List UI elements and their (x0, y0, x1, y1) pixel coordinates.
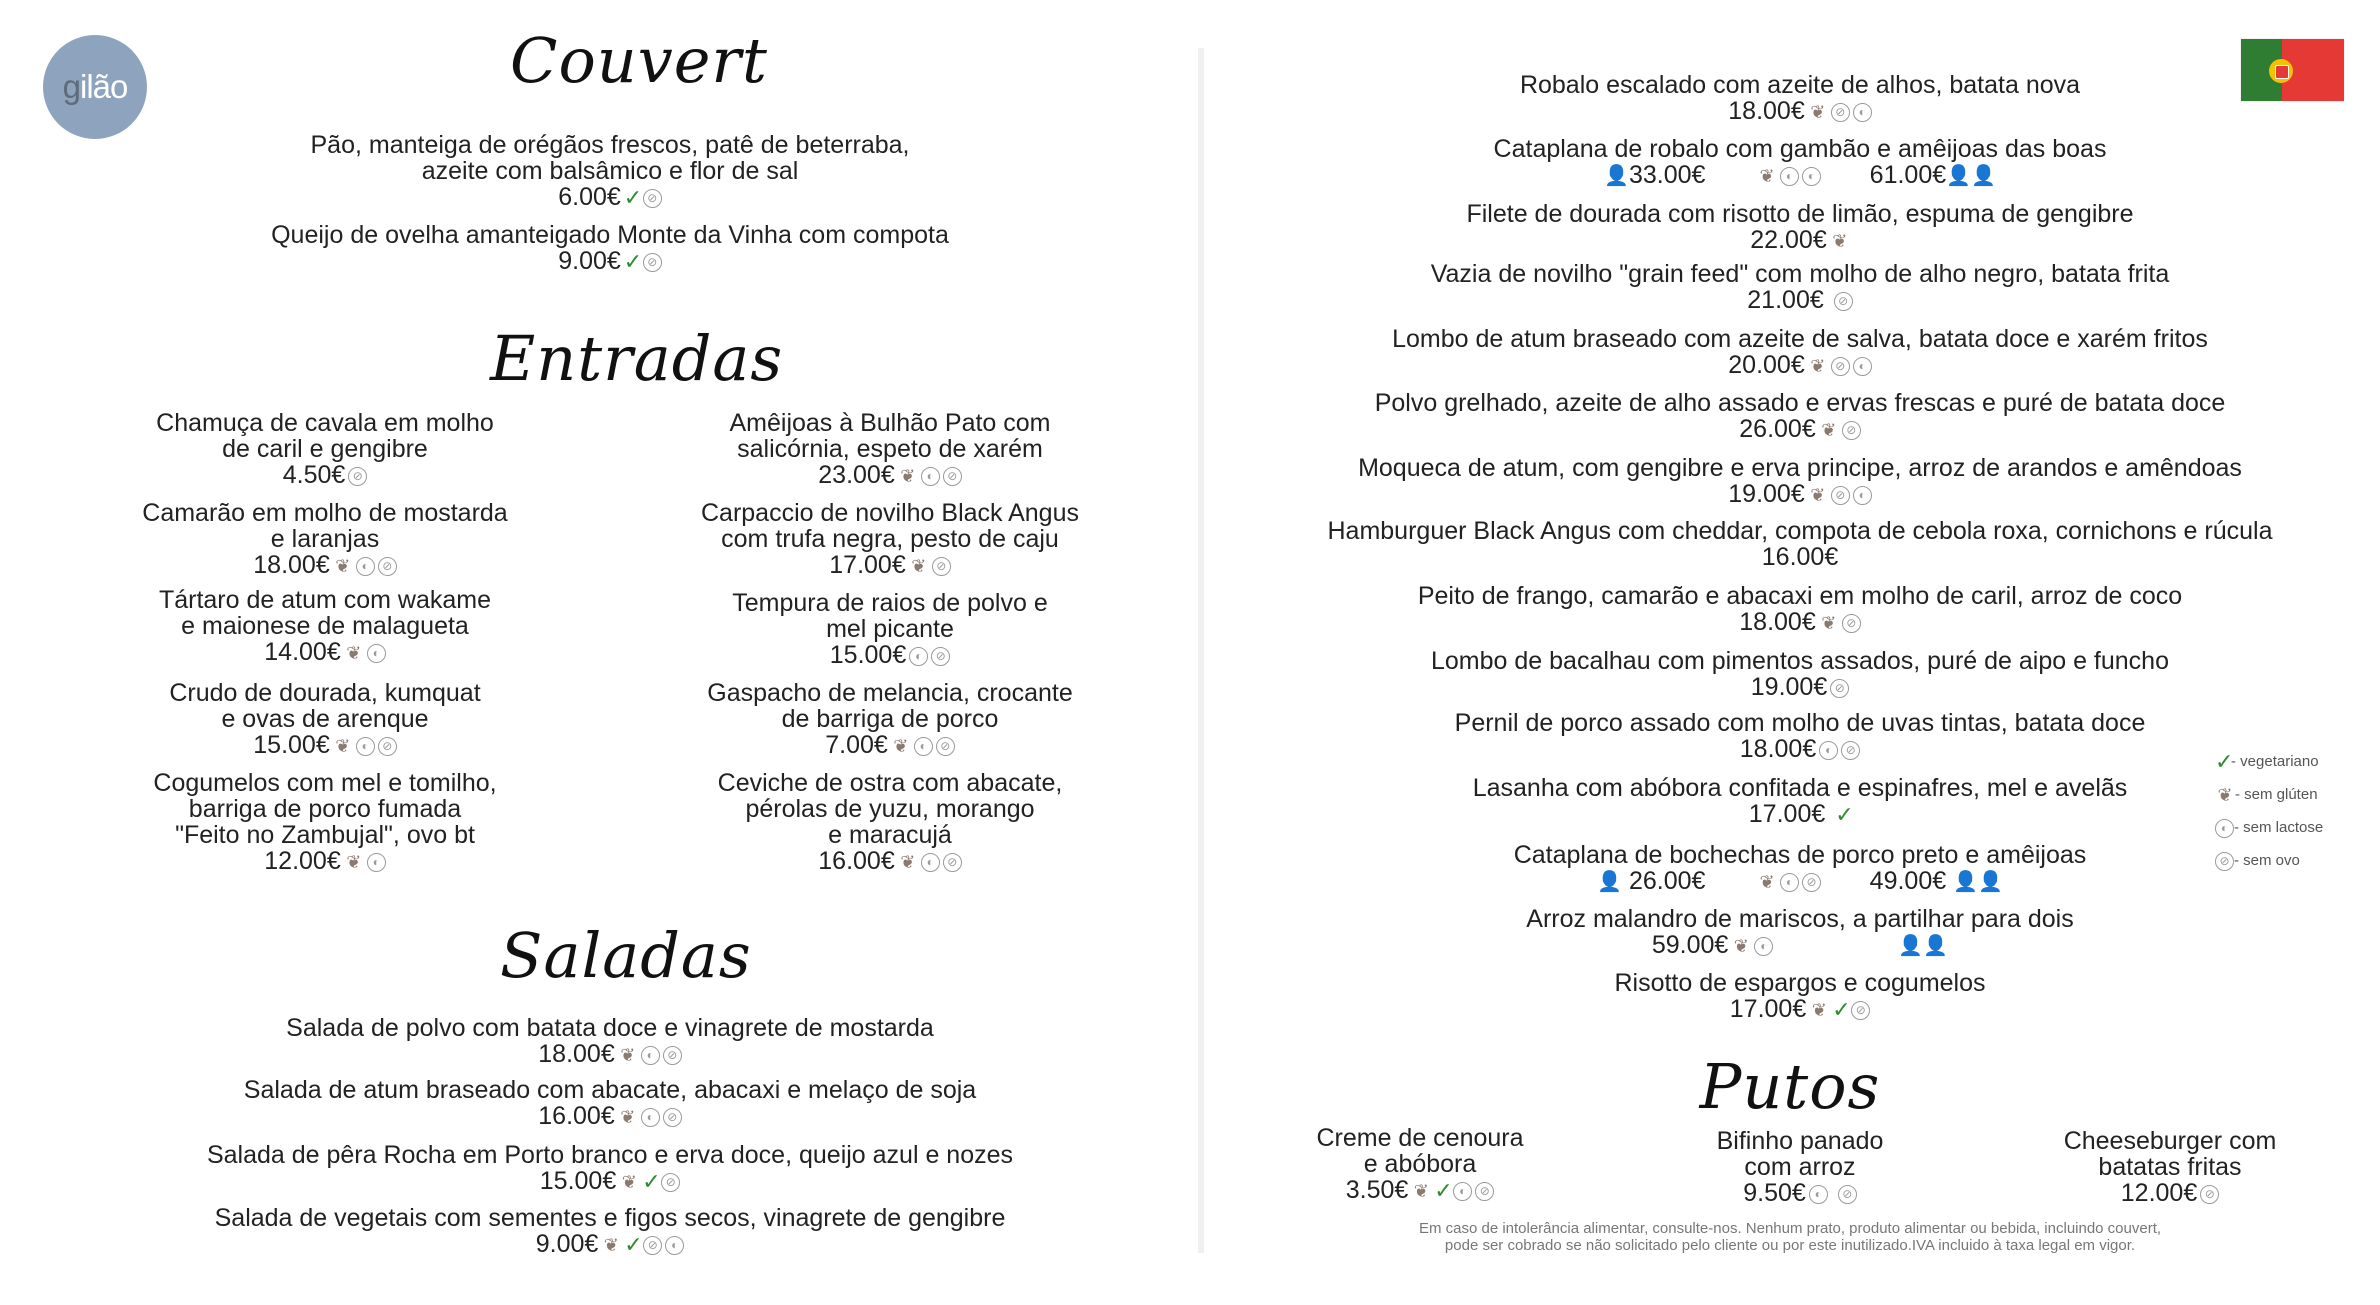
item-price: 9.50€ (1743, 1179, 1806, 1207)
menu-item: Arroz malandro de mariscos, a partilhar para dois 59.00€ ❦ ◐ 👤👤 (1526, 905, 2074, 959)
lactose-free-icon: ◐ (909, 647, 928, 666)
lactose-free-icon: ◐ (921, 467, 940, 486)
egg-free-icon: ⊘ (663, 1046, 682, 1065)
vegetarian-icon: ✓ (1835, 802, 1854, 828)
two-persons-icon: 👤👤 (1946, 165, 1996, 188)
lactose-free-icon: ◐ (1853, 486, 1872, 505)
section-title-entradas: Entradas (490, 322, 784, 395)
item-price: 23.00€ (818, 461, 895, 489)
egg-free-icon: ⊘ (348, 467, 367, 486)
vegetarian-icon: ✓ (1434, 1178, 1453, 1204)
menu-item: Filete de dourada com risotto de limão, espuma de gengibre 22.00€ ❦ (1466, 200, 2134, 254)
item-price-double: 61.00€ (1869, 161, 1947, 189)
menu-item: Pão, manteiga de orégãos frescos, patê de beterraba, azeite com balsâmico e flor de sal 6.00€ ✓ ⊘ (310, 131, 910, 211)
item-price: 18.00€ (538, 1040, 615, 1068)
menu-item: Bifinho panado com arroz 9.50€ ◐ ⊘ (1716, 1127, 1884, 1207)
menu-item: Lasanha com abóbora confitada e espinafres, mel e avelãs 17.00€ ✓ (1472, 774, 2128, 828)
item-price: 17.00€ (1748, 800, 1826, 828)
gluten-free-icon: ❦ (900, 466, 916, 487)
item-price: 18.00€ (1728, 97, 1805, 125)
egg-free-icon: ⊘ (1841, 741, 1860, 760)
item-price: 17.00€ (829, 551, 906, 579)
lactose-free-icon: ◐ (1802, 167, 1821, 186)
egg-free-icon: ⊘ (2215, 852, 2234, 871)
item-price: 19.00€ (1750, 673, 1828, 701)
person-icon: 👤 (1597, 871, 1622, 894)
allergen-legend (2212, 745, 2323, 877)
legend-label: - vegetariano (2231, 753, 2319, 770)
egg-free-icon: ⊘ (931, 647, 950, 666)
item-price: 18.00€ (1739, 608, 1816, 636)
menu-item: Crudo de dourada, kumquat e ovas de arenque 15.00€ ❦ ◐ ⊘ (169, 679, 481, 759)
item-price: 18.00€ (1739, 735, 1817, 763)
item-price: 21.00€ (1747, 286, 1824, 314)
item-price: 12.00€ (2120, 1179, 2198, 1207)
gluten-free-icon: ❦ (2217, 785, 2233, 806)
egg-free-icon: ⊘ (2200, 1185, 2219, 1204)
item-price: 15.00€ (829, 641, 907, 669)
item-price: 4.50€ (282, 461, 346, 489)
gluten-free-icon: ❦ (900, 852, 916, 873)
gluten-free-icon: ❦ (1733, 936, 1749, 957)
menu-item: Risotto de espargos e cogumelos 17.00€ ❦ ✓ ⊘ (1614, 969, 1986, 1023)
egg-free-icon: ⊘ (1831, 486, 1850, 505)
lactose-free-icon: ◐ (356, 557, 375, 576)
gluten-free-icon: ❦ (346, 643, 362, 664)
gluten-free-icon: ❦ (335, 556, 351, 577)
item-price: 16.00€ (1761, 543, 1839, 571)
menu-item: Vazia de novilho "grain feed" com molho de alho negro, batata frita 21.00€ ⊘ (1430, 260, 2170, 314)
lactose-free-icon: ◐ (1754, 937, 1773, 956)
item-price-double: 49.00€ (1869, 867, 1947, 895)
egg-free-icon: ⊘ (1830, 679, 1849, 698)
egg-free-icon: ⊘ (1831, 103, 1850, 122)
section-title-saladas: Saladas (500, 919, 752, 992)
menu-item: Polvo grelhado, azeite de alho assado e ervas frescas e puré de batata doce 26.00€ ❦ ⊘ (1374, 389, 2226, 443)
gluten-free-icon: ❦ (620, 1045, 636, 1066)
item-price: 26.00€ (1739, 415, 1816, 443)
menu-item: Lombo de atum braseado com azeite de salva, batata doce e xarém fritos 20.00€ ❦ ⊘ ◐ (1392, 325, 2208, 379)
egg-free-icon: ⊘ (643, 189, 662, 208)
column-divider (1198, 48, 1204, 1253)
item-price: 22.00€ (1750, 226, 1827, 254)
lactose-free-icon: ◐ (2215, 819, 2234, 838)
gluten-free-icon: ❦ (1811, 1000, 1827, 1021)
two-persons-icon: 👤👤 (1898, 935, 1949, 958)
egg-free-icon: ⊘ (643, 1236, 662, 1255)
section-title-putos: Putos (1699, 1050, 1881, 1123)
gluten-free-icon: ❦ (346, 852, 362, 873)
item-price: 9.00€ (558, 247, 621, 275)
gluten-free-icon: ❦ (1759, 166, 1775, 187)
menu-item: Lombo de bacalhau com pimentos assados, puré de aipo e funcho 19.00€ ⊘ (1431, 647, 2169, 701)
lactose-free-icon: ◐ (1780, 873, 1799, 892)
legend-label: - sem glúten (2235, 786, 2318, 803)
vegetarian-icon: ✓ (623, 249, 643, 275)
gluten-free-icon: ❦ (1821, 420, 1837, 441)
item-price: 3.50€ (1345, 1176, 1409, 1204)
gluten-free-icon: ❦ (620, 1107, 636, 1128)
legend-label: - sem lactose (2234, 819, 2324, 836)
item-price: 14.00€ (264, 638, 341, 666)
gluten-free-icon: ❦ (893, 736, 909, 757)
lactose-free-icon: ◐ (1780, 167, 1799, 186)
menu-item: Carpaccio de novilho Black Angus com trufa negra, pesto de caju 17.00€ ❦ ⊘ (700, 499, 1079, 579)
lactose-free-icon: ◐ (1819, 741, 1838, 760)
item-price: 19.00€ (1728, 480, 1805, 508)
menu-item: Queijo de ovelha amanteigado Monte da Vinha com compota 9.00€ ✓ ⊘ (271, 221, 949, 275)
item-price: 12.00€ (264, 847, 341, 875)
item-price: 7.00€ (825, 731, 888, 759)
menu-item: Chamuça de cavala em molho de caril e gengibre 4.50€ ⊘ (156, 409, 494, 489)
egg-free-icon: ⊘ (936, 737, 955, 756)
two-persons-icon: 👤👤 (1953, 871, 2003, 894)
lactose-free-icon: ◐ (641, 1046, 660, 1065)
item-price: 18.00€ (253, 551, 330, 579)
vegetarian-icon: ✓ (642, 1169, 661, 1195)
lactose-free-icon: ◐ (367, 644, 386, 663)
restaurant-logo (43, 35, 147, 139)
menu-item: Robalo escalado com azeite de alhos, batata nova 18.00€ ❦ ⊘ ◐ (1519, 71, 2081, 125)
lactose-free-icon: ◐ (356, 737, 375, 756)
item-price: 20.00€ (1728, 351, 1805, 379)
egg-free-icon: ⊘ (1838, 1185, 1857, 1204)
menu-item: Ceviche de ostra com abacate, pérolas de yuzu, morango e maracujá 16.00€ ❦ ◐ ⊘ (717, 769, 1063, 875)
gluten-free-icon: ❦ (911, 556, 927, 577)
lactose-free-icon: ◐ (367, 853, 386, 872)
egg-free-icon: ⊘ (1842, 421, 1861, 440)
egg-free-icon: ⊘ (643, 253, 662, 272)
lactose-free-icon: ◐ (1453, 1182, 1472, 1201)
legend-label: - sem ovo (2234, 852, 2300, 869)
item-price: 16.00€ (818, 847, 895, 875)
menu-item: Peito de frango, camarão e abacaxi em molho de caril, arroz de coco 18.00€ ❦ ⊘ (1417, 582, 2183, 636)
vegetarian-icon: ✓ (2215, 749, 2234, 775)
footer-disclaimer: Em caso de intolerância alimentar, consulte-nos. Nenhum prato, produto alimentar ou bebida, incluindo couvert, pode ser cobrado se não solicitado pelo cliente ou por este inutilizado.IVA incluido à taxa legal em vigor. (1418, 1220, 2162, 1254)
gluten-free-icon: ❦ (1413, 1181, 1429, 1202)
menu-item: Amêijoas à Bulhão Pato com salicórnia, espeto de xarém 23.00€ ❦ ◐ ⊘ (729, 409, 1051, 489)
menu-item: Tártaro de atum com wakame e maionese de malagueta 14.00€ ❦ ◐ (158, 586, 492, 666)
menu-item: Cheeseburger com batatas fritas 12.00€ ⊘ (2063, 1127, 2277, 1207)
lactose-free-icon: ◐ (641, 1108, 660, 1127)
egg-free-icon: ⊘ (378, 737, 397, 756)
gluten-free-icon: ❦ (1759, 872, 1775, 893)
vegetarian-icon: ✓ (624, 1232, 643, 1258)
egg-free-icon: ⊘ (1475, 1182, 1494, 1201)
egg-free-icon: ⊘ (1831, 357, 1850, 376)
menu-item: Camarão em molho de mostarda e laranjas 18.00€ ❦ ◐ ⊘ (142, 499, 508, 579)
item-price: 15.00€ (253, 731, 330, 759)
vegetarian-icon: ✓ (623, 185, 643, 211)
menu-item: Salada de polvo com batata doce e vinagrete de mostarda 18.00€ ❦ ◐ ⊘ (286, 1014, 934, 1068)
egg-free-icon: ⊘ (943, 853, 962, 872)
menu-item: Salada de pêra Rocha em Porto branco e erva doce, queijo azul e nozes 15.00€ ❦ ✓ ⊘ (206, 1141, 1014, 1195)
item-price-single: 33.00€ (1628, 161, 1706, 189)
lactose-free-icon: ◐ (1809, 1185, 1828, 1204)
gluten-free-icon: ❦ (621, 1172, 637, 1193)
egg-free-icon: ⊘ (932, 557, 951, 576)
menu-item: Moqueca de atum, com gengibre e erva principe, arroz de arandos e amêndoas 19.00€ ❦ ⊘ ◐ (1358, 454, 2242, 508)
menu-item: Salada de vegetais com sementes e figos secos, vinagrete de gengibre 9.00€ ❦ ✓ ⊘ ◐ (214, 1204, 1006, 1258)
vegetarian-icon: ✓ (1832, 997, 1851, 1023)
menu-item: Gaspacho de melancia, crocante de barriga de porco 7.00€ ❦ ◐ ⊘ (707, 679, 1073, 759)
item-price: 16.00€ (538, 1102, 615, 1130)
menu-item: Cataplana de robalo com gambão e amêijoas das boas 👤33.00€ ❦ ◐ ◐ 61.00€👤👤 (1493, 135, 2107, 189)
menu-item: Cogumelos com mel e tomilho, barriga de porco fumada "Feito no Zambujal", ovo bt 12.00€ ❦ ◐ (153, 769, 497, 875)
lactose-free-icon: ◐ (1853, 103, 1872, 122)
gluten-free-icon: ❦ (335, 736, 351, 757)
section-title-couvert: Couvert (510, 24, 768, 97)
gluten-free-icon: ❦ (1810, 356, 1826, 377)
egg-free-icon: ⊘ (1802, 873, 1821, 892)
menu-item: Tempura de raios de polvo e mel picante 15.00€ ◐ ⊘ (732, 589, 1048, 669)
menu-item: Creme de cenoura e abóbora 3.50€ ❦ ✓ ◐ ⊘ (1316, 1124, 1524, 1204)
lactose-free-icon: ◐ (921, 853, 940, 872)
gluten-free-icon: ❦ (603, 1235, 619, 1256)
person-icon: 👤 (1604, 165, 1629, 188)
item-price: 15.00€ (539, 1167, 617, 1195)
gluten-free-icon: ❦ (1832, 231, 1848, 252)
gluten-free-icon: ❦ (1810, 485, 1826, 506)
item-price: 9.00€ (535, 1230, 599, 1258)
lactose-free-icon: ◐ (914, 737, 933, 756)
lactose-free-icon: ◐ (665, 1236, 684, 1255)
egg-free-icon: ⊘ (378, 557, 397, 576)
gluten-free-icon: ❦ (1821, 613, 1837, 634)
egg-free-icon: ⊘ (1834, 292, 1853, 311)
item-price-single: 26.00€ (1628, 867, 1706, 895)
item-price: 6.00€ (558, 183, 621, 211)
egg-free-icon: ⊘ (663, 1108, 682, 1127)
menu-item: Cataplana de bochechas de porco preto e amêijoas 👤 26.00€ ❦ ◐ ⊘ 49.00€ 👤👤 (1513, 841, 2087, 895)
egg-free-icon: ⊘ (1842, 614, 1861, 633)
item-price: 17.00€ (1729, 995, 1807, 1023)
logo-text-rest: ilão (79, 68, 128, 105)
egg-free-icon: ⊘ (661, 1173, 680, 1192)
logo-text-lead: g (62, 68, 80, 105)
menu-item: Pernil de porco assado com molho de uvas tintas, batata doce 18.00€ ◐ ⊘ (1454, 709, 2146, 763)
gluten-free-icon: ❦ (1810, 102, 1826, 123)
egg-free-icon: ⊘ (1851, 1001, 1870, 1020)
egg-free-icon: ⊘ (943, 467, 962, 486)
item-price: 59.00€ (1651, 931, 1729, 959)
lactose-free-icon: ◐ (1853, 357, 1872, 376)
menu-item: Hamburguer Black Angus com cheddar, compota de cebola roxa, cornichons e rúcula 16.00€ (1327, 517, 2273, 571)
menu-item: Salada de atum braseado com abacate, abacaxi e melaço de soja 16.00€ ❦ ◐ ⊘ (243, 1076, 977, 1130)
